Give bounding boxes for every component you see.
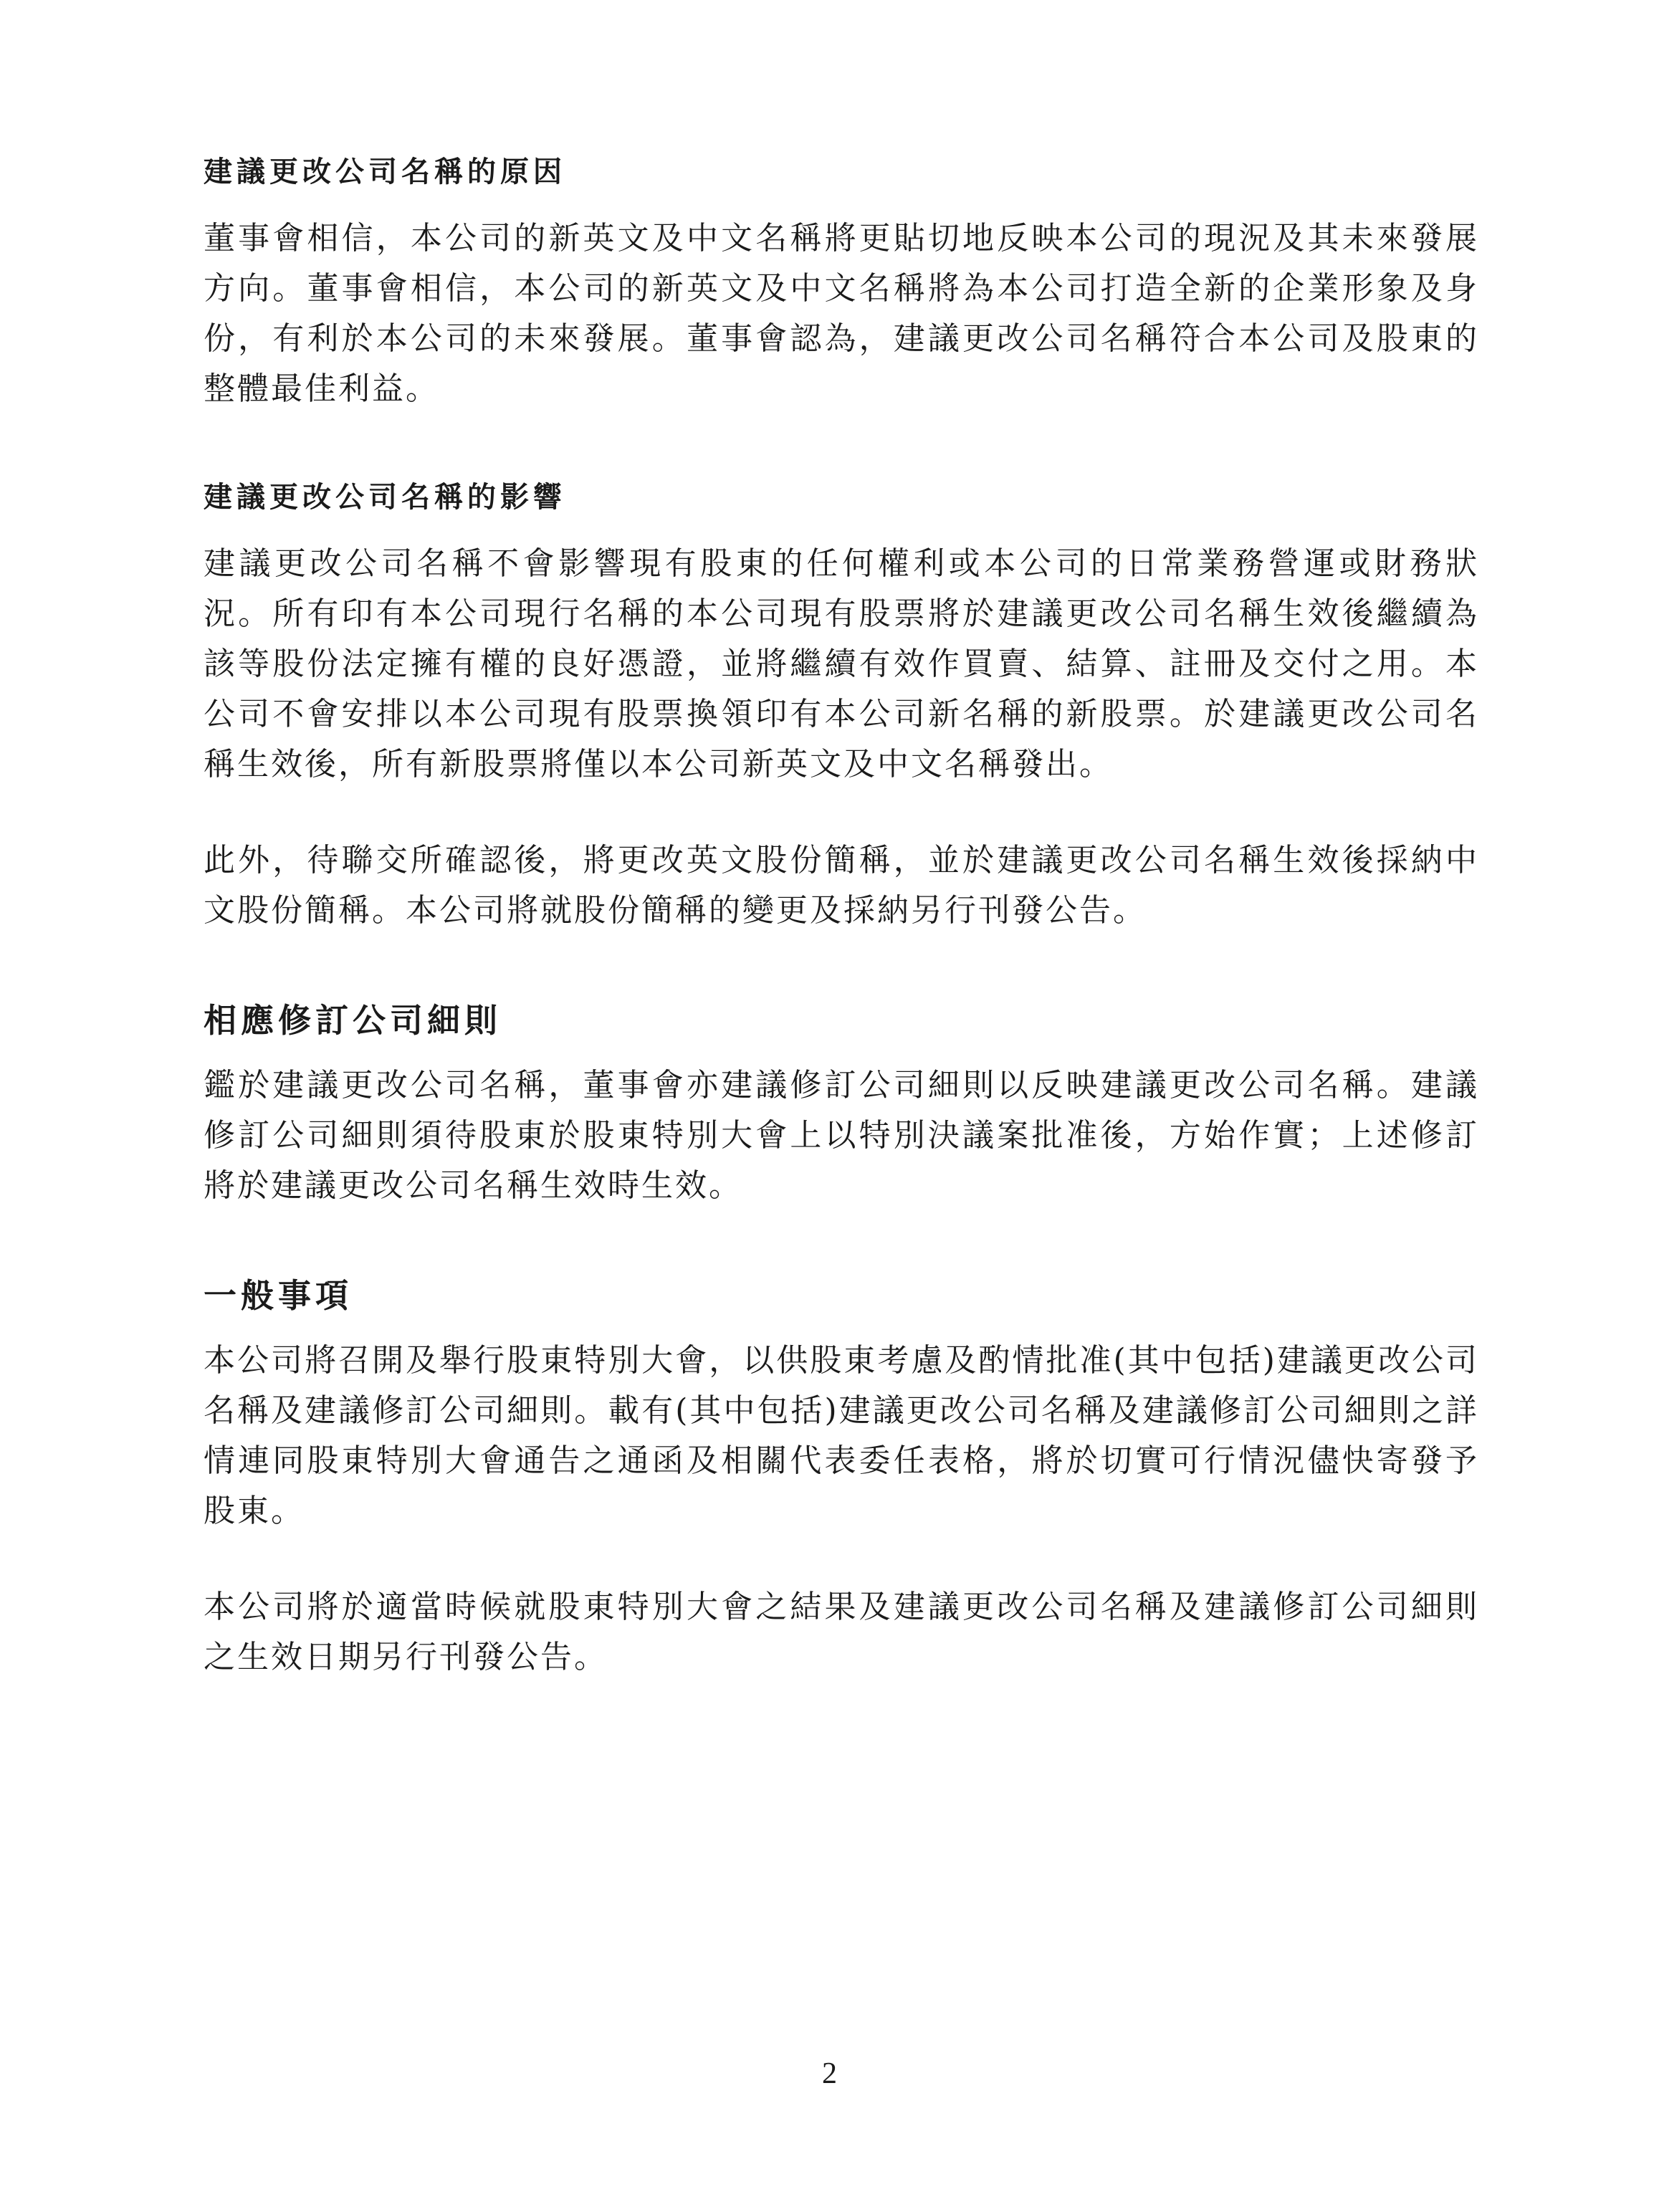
page-number: 2 <box>822 2057 837 2090</box>
paragraph-stock-short-name: 此外，待聯交所確認後，將更改英文股份簡稱，並於建議更改公司名稱生效後採納中文股份簡稱。本公司將就股份簡稱的變更及採納另行刊發公告。 <box>204 842 1479 929</box>
document-body <box>204 150 1479 1682</box>
section-heading-effects: 建議更改公司名稱的影響 <box>204 481 566 514</box>
paragraph-announcement: 本公司將於適當時候就股東特別大會之結果及建議更改公司名稱及建議修訂公司細則之生效日期另行刊發公告。 <box>204 1589 1479 1675</box>
spacer <box>204 1211 1479 1273</box>
spacer <box>204 790 1479 836</box>
spacer <box>204 414 1479 476</box>
paragraph-reason: 董事會相信，本公司的新英文及中文名稱將更貼切地反映本公司的現況及其未來發展方向。董事會相信，本公司的新英文及中文名稱將為本公司打造全新的企業形象及身份，有利於本公司的未來發展。董事會認為，建議更改公司名稱符合本公司及股東的整體最佳利益。 <box>204 220 1479 407</box>
spacer <box>204 936 1479 997</box>
paragraph-bye-laws: 鑑於建議更改公司名稱，董事會亦建議修訂公司細則以反映建議更改公司名稱。建議修訂公司細則須待股東於股東特別大會上以特別決議案批准後，方始作實；上述修訂將於建議更改公司名稱生效時生效。 <box>204 1067 1479 1204</box>
section-heading-reason: 建議更改公司名稱的原因 <box>204 155 566 188</box>
paragraph-effects: 建議更改公司名稱不會影響現有股東的任何權利或本公司的日常業務營運或財務狀況。所有印有本公司現行名稱的本公司現有股票將於建議更改公司名稱生效後繼續為該等股份法定擁有權的良好憑證，並將繼續有效作買賣、結算、註冊及交付之用。本公司不會安排以本公司現有股票換領印有本公司新名稱的新股票。於建議更改公司名稱生效後，所有新股票將僅以本公司新英文及中文名稱發出。 <box>204 545 1479 782</box>
section-heading-general: 一般事項 <box>204 1276 353 1315</box>
spacer <box>204 1536 1479 1582</box>
section-heading-bye-laws: 相應修訂公司細則 <box>204 1001 502 1040</box>
paragraph-general: 本公司將召開及舉行股東特別大會，以供股東考慮及酌情批准(其中包括)建議更改公司名稱及建議修訂公司細則。載有(其中包括)建議更改公司名稱及建議修訂公司細則之詳情連同股東特別大會通告之通函及相關代表委任表格，將於切實可行情況儘快寄發予股東。 <box>204 1342 1479 1529</box>
